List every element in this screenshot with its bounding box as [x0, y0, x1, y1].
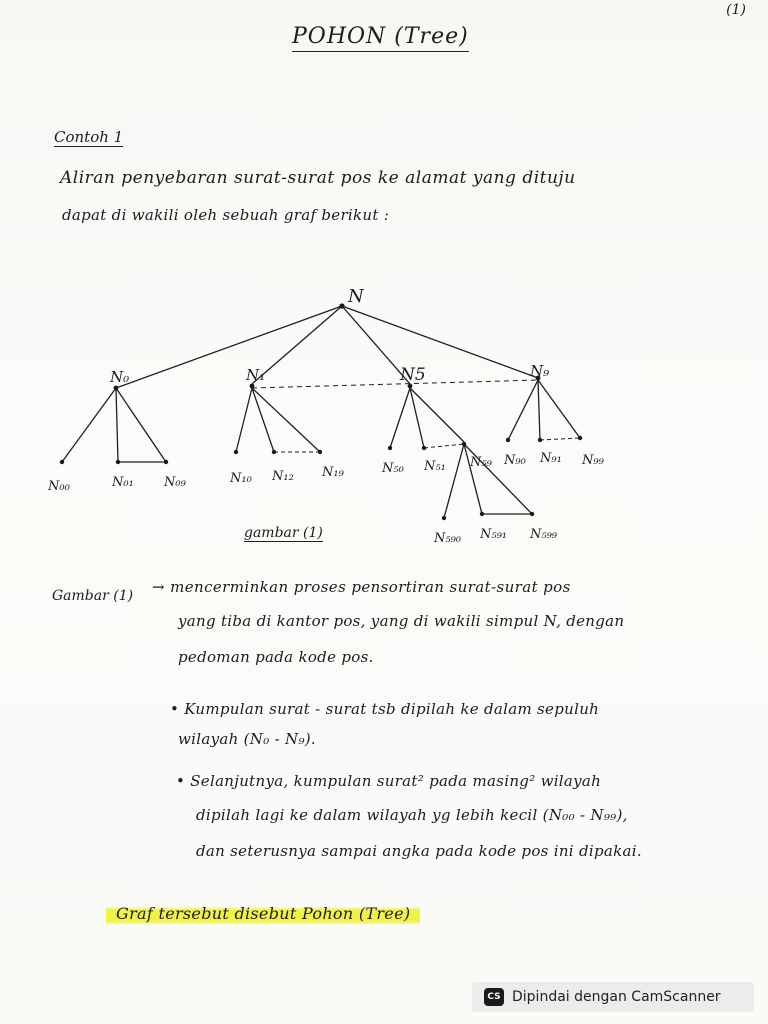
node-label-n51: N₅₁	[424, 459, 446, 474]
node-dot-n590	[442, 516, 446, 520]
edge-n91-n99	[540, 438, 580, 440]
node-dot-n19	[318, 450, 322, 454]
node-dot-n0	[114, 386, 119, 391]
node-label-n591: N₅₉₁	[480, 527, 508, 542]
edge-n0-n01	[116, 388, 118, 462]
camscanner-text: Dipindai dengan CamScanner	[512, 989, 721, 1005]
camscanner-logo-icon: CS	[484, 988, 504, 1006]
edge-n0-n09	[116, 388, 166, 462]
bullet-2-line-2: dipilah lagi ke dalam wilayah yg lebih kecil (N₀₀ - N₉₉),	[196, 806, 628, 824]
intro-line-1: Aliran penyebaran surat-surat pos ke alamat yang dituju	[60, 168, 576, 188]
description-line-2: yang tiba di kantor pos, yang di wakili simpul N, dengan	[178, 612, 625, 630]
node-dot-n50	[388, 446, 392, 450]
camscanner-watermark	[472, 982, 754, 1012]
description-label: Gambar (1)	[52, 588, 134, 604]
description-line-3: pedoman pada kode pos.	[178, 648, 374, 666]
node-dot-n591	[480, 512, 484, 516]
node-label-n9: N₉	[530, 362, 550, 380]
node-dot-n59	[462, 442, 466, 446]
page-title: POHON (Tree)	[292, 24, 469, 52]
node-label-n90: N₉₀	[504, 453, 526, 468]
edge-n59-n590	[444, 444, 464, 518]
figure-caption: gambar (1)	[244, 525, 323, 541]
example-heading: Contoh 1	[54, 128, 124, 146]
node-dot-n	[339, 303, 344, 308]
bullet-1-line-2: wilayah (N₀ - N₉).	[178, 730, 316, 748]
node-label-n5: N5	[400, 365, 426, 385]
page-number: (1)	[726, 2, 746, 18]
node-label-n12: N₁₂	[272, 469, 294, 484]
node-dot-n1	[250, 384, 255, 389]
node-label-n91: N₉₁	[540, 451, 562, 466]
node-dot-n99	[578, 436, 582, 440]
edge-n-n0	[116, 306, 342, 388]
tree-node-dots	[60, 303, 582, 520]
node-label-n599: N₅₉₉	[530, 527, 558, 542]
bullet-2-line-1: • Selanjutnya, kumpulan surat² pada masing² wilayah	[176, 772, 602, 790]
node-label-n: N	[348, 286, 364, 307]
edge-n-n1	[252, 306, 342, 384]
node-label-n590: N₅₉₀	[434, 531, 462, 546]
intro-line-2: dapat di wakili oleh sebuah graf berikut :	[62, 206, 390, 224]
edge-n51-n59	[424, 444, 464, 448]
edge-n1-n10	[236, 388, 252, 452]
node-dot-n09	[164, 460, 168, 464]
tree-edges	[62, 306, 580, 518]
bullet-1-line-1: • Kumpulan surat - surat tsb dipilah ke dalam sepuluh	[170, 700, 600, 718]
edge-n0-n00	[62, 388, 116, 462]
node-label-n99: N₉₉	[582, 453, 604, 468]
node-label-n00: N₀₀	[48, 479, 70, 494]
edge-n5-n59	[410, 388, 464, 442]
description-line-1: → mencerminkan proses pensortiran surat-surat pos	[152, 578, 571, 596]
node-dot-n51	[422, 446, 426, 450]
highlighted-conclusion: Graf tersebut disebut Pohon (Tree)	[106, 902, 420, 925]
node-dot-n599	[530, 512, 534, 516]
node-label-n50: N₅₀	[382, 461, 404, 476]
edge-n5-n51	[410, 388, 424, 448]
node-dot-n90	[506, 438, 510, 442]
node-label-n0: N₀	[110, 368, 130, 386]
node-label-n59: N₅₉	[470, 455, 492, 470]
bullet-2-line-3: dan seterusnya sampai angka pada kode pos ini dipakai.	[196, 842, 642, 860]
edge-n9-n99	[538, 380, 580, 438]
node-dot-n10	[234, 450, 238, 454]
tree-node-labels	[47, 286, 605, 546]
edge-n9-n91	[538, 380, 540, 440]
node-dot-n12	[272, 450, 276, 454]
node-label-n01: N₀₁	[112, 475, 134, 490]
edge-n-n9	[342, 306, 538, 378]
node-label-n1: N₁	[246, 366, 266, 384]
node-dot-n00	[60, 460, 64, 464]
node-dot-n91	[538, 438, 542, 442]
node-dot-n01	[116, 460, 120, 464]
edge-n1-n19	[252, 388, 320, 452]
node-label-n09: N₀₉	[164, 475, 186, 490]
node-label-n19: N₁₉	[322, 465, 344, 480]
edge-n9-n90	[508, 380, 538, 440]
edge-level1-dotted	[252, 380, 538, 388]
node-label-n10: N₁₀	[230, 471, 252, 486]
edge-n5-n50	[390, 388, 410, 448]
